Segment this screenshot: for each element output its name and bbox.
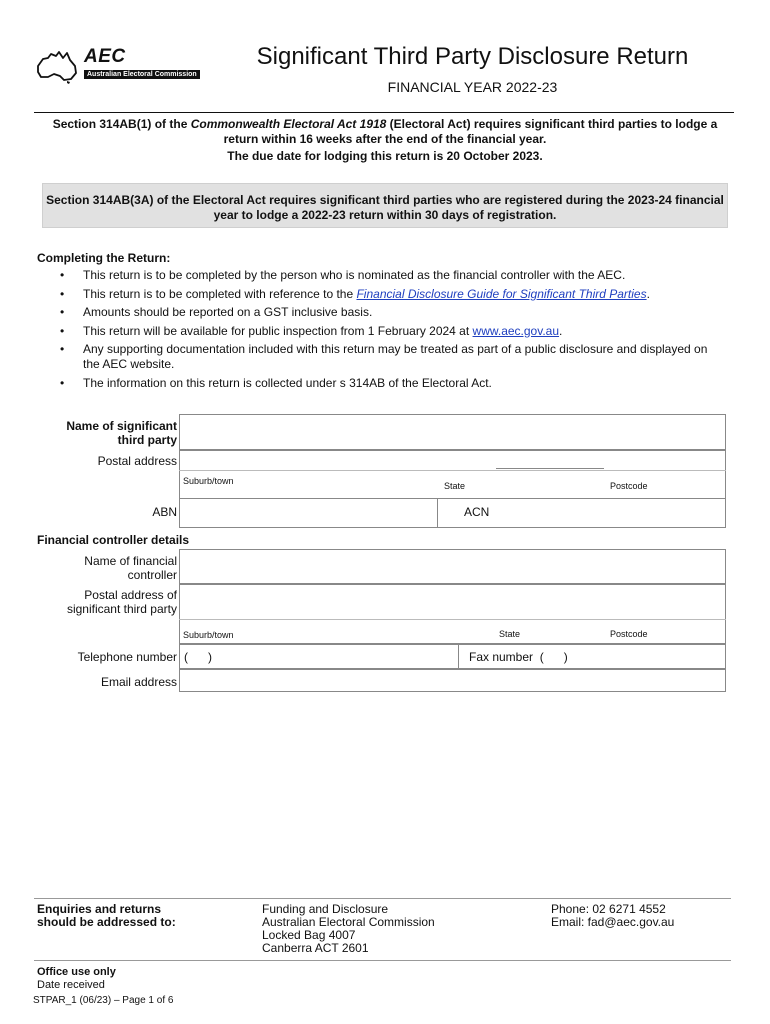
telephone-area-code: ( ): [184, 650, 212, 664]
fax-label: Fax number ( ): [469, 650, 568, 664]
postal-address-divider: [179, 470, 726, 471]
party-name-field[interactable]: [179, 414, 726, 450]
suburb-caption: Suburb/town: [183, 630, 234, 640]
telephone-field[interactable]: [179, 644, 459, 669]
postal-address-label: Postal address: [97, 454, 177, 468]
financial-year: FINANCIAL YEAR 2022-23: [387, 79, 558, 95]
suburb-caption: Suburb/town: [183, 476, 234, 486]
contact-email: Email: fad@aec.gov.au: [551, 915, 675, 929]
aec-logo: [34, 48, 209, 84]
list-item: • The information on this return is collected under s 314AB of the Electoral Act.: [60, 376, 720, 391]
postal-address-field[interactable]: [179, 450, 726, 499]
due-date-statement: The due date for lodging this return is 20 October 2023.: [227, 149, 543, 163]
registration-notice: Section 314AB(3A) of the Electoral Act requires significant third parties who are registered during the 2023-24 financial year to lodge a 2022-23 return within 30 days of registration.: [42, 183, 728, 228]
email-label: Email address: [100, 675, 177, 689]
telephone-label: Telephone number: [77, 650, 177, 664]
logo-abbreviation: AEC: [84, 46, 126, 67]
postal-contact-address: Funding and Disclosure Australian Electoral Commission Locked Bag 4007 Canberra ACT 2601: [262, 902, 435, 955]
enquiries-heading: Enquiries and returns should be addressed to:: [37, 902, 176, 929]
completing-heading: Completing the Return:: [37, 251, 171, 265]
fax-area-code: ( ): [539, 650, 568, 664]
logo-full-name: Australian Electoral Commission: [84, 70, 200, 79]
state-caption: State: [444, 481, 466, 491]
date-received-label: Date received: [37, 979, 105, 991]
controller-name-field[interactable]: [179, 549, 726, 584]
document-title: Significant Third Party Disclosure Return: [256, 43, 689, 70]
australia-map-icon: [34, 50, 80, 84]
footer-divider: [34, 960, 731, 961]
office-use-heading: Office use only: [37, 966, 116, 978]
list-item: • This return will be available for public inspection from 1 February 2024 at www.aec.gov.au.: [60, 324, 720, 339]
contact-phone: Phone: 02 6271 4552: [551, 902, 666, 916]
controller-heading: Financial controller details: [37, 533, 190, 547]
postcode-caption: Postcode: [610, 629, 648, 639]
postcode-caption: Postcode: [610, 481, 648, 491]
footer-divider: [34, 898, 731, 899]
act-name: Commonwealth Electoral Act 1918: [190, 117, 387, 131]
page-reference: STPAR_1 (06/23) – Page 1 of 6: [33, 995, 174, 1006]
acn-label: ACN: [464, 505, 490, 519]
party-name-label: Name of significant third party: [66, 419, 177, 447]
state-caption: State: [499, 629, 521, 639]
list-item: • This return is to be completed with reference to the Financial Disclosure Guide for Significant Third Parties.: [60, 287, 720, 302]
list-item: • Any supporting documentation included with this return may be treated as part of a public disclosure and displayed on the AEC website.: [60, 342, 720, 372]
disclosure-guide-link[interactable]: Financial Disclosure Guide for Significant Third Parties: [356, 286, 647, 301]
list-item: • Amounts should be reported on a GST inclusive basis.: [60, 305, 720, 320]
state-underline: [496, 468, 604, 469]
header-divider: [34, 112, 734, 113]
controller-postal-label: Postal address of significant third party: [66, 588, 177, 616]
intro-paragraph: Section 314AB(1) of the Commonwealth Electoral Act 1918 (Electoral Act) requires significant third parties to lodge a return within 16 weeks after the end of the financial year.: [52, 117, 718, 146]
controller-postal-divider: [179, 619, 726, 620]
contact-details: [551, 903, 674, 929]
abn-label: ABN: [152, 505, 177, 519]
list-item: • This return is to be completed by the person who is nominated as the financial controller with the AEC.: [60, 268, 720, 283]
controller-name-label: Name of financial controller: [84, 554, 177, 582]
abn-field[interactable]: [179, 498, 438, 528]
email-field[interactable]: [179, 669, 726, 692]
aec-website-link[interactable]: www.aec.gov.au: [472, 323, 560, 338]
completing-list: [60, 268, 720, 394]
